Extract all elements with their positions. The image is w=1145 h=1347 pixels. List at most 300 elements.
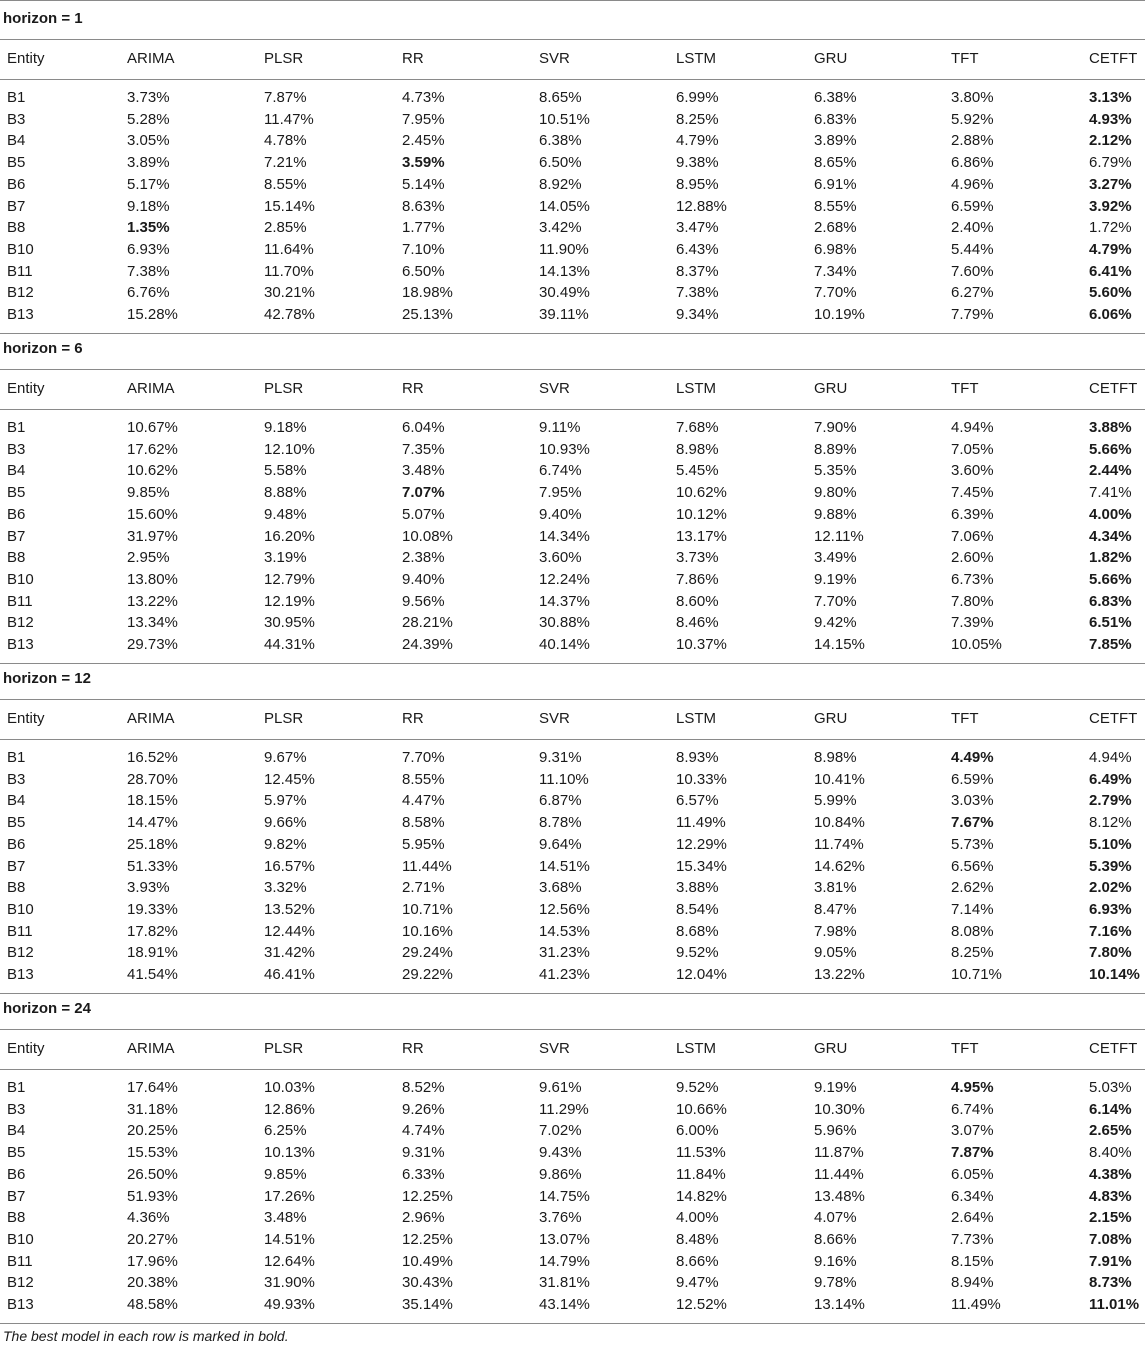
header-bottom-rule [0,409,1145,410]
entity-cell: B1 [7,1079,26,1096]
value-cell: 31.90% [264,1274,315,1292]
value-cell: 3.27% [1089,175,1132,193]
value-cell: 7.39% [951,614,994,632]
value-cell: 6.38% [814,89,857,106]
value-cell: 12.04% [676,966,727,983]
value-cell: 3.49% [814,549,857,567]
value-cell: 5.14% [402,175,445,193]
value-cell: 8.98% [676,440,719,458]
table-row [0,1120,1145,1141]
value-cell: 31.81% [539,1274,590,1292]
value-cell: 15.60% [127,505,178,523]
entity-cell: B1 [7,419,26,436]
value-cell: 4.83% [1089,1187,1132,1205]
value-cell: 11.47% [264,110,314,128]
entity-cell: B12 [7,944,34,962]
value-cell: 5.35% [814,462,857,480]
value-cell: 9.85% [127,484,170,502]
column-header: RR [402,1040,424,1057]
value-cell: 46.41% [264,966,315,983]
value-cell: 11.64% [264,240,314,258]
horizon-label: horizon = 6 [3,340,83,357]
value-cell: 8.08% [951,922,994,940]
value-cell: 10.05% [951,636,1002,653]
value-cell: 9.47% [676,1274,719,1292]
value-cell: 28.70% [127,770,178,788]
table-row [0,239,1145,260]
table-row [0,612,1145,633]
column-header: Entity [7,380,45,397]
value-cell: 17.82% [127,922,178,940]
value-cell: 11.70% [264,262,314,280]
value-cell: 5.10% [1089,835,1132,853]
table-row [0,217,1145,238]
value-cell: 3.89% [814,132,857,150]
value-cell: 3.60% [539,549,582,567]
value-cell: 5.39% [1089,857,1132,875]
column-header: Entity [7,710,45,727]
value-cell: 9.18% [264,419,307,436]
value-cell: 3.03% [951,792,994,810]
value-cell: 9.78% [814,1274,857,1292]
value-cell: 10.71% [951,966,1002,983]
table-row [0,747,1145,768]
value-cell: 2.60% [951,549,994,567]
section-top-rule [0,0,1145,1]
table-row [0,569,1145,590]
value-cell: 11.87% [814,1144,864,1162]
value-cell: 20.38% [127,1274,178,1292]
value-cell: 6.98% [814,240,857,258]
value-cell: 7.90% [814,419,857,436]
column-header: RR [402,50,424,67]
value-cell: 8.65% [814,154,857,172]
value-cell: 9.52% [676,1079,719,1096]
value-cell: 3.88% [1089,419,1132,436]
value-cell: 8.88% [264,484,307,502]
value-cell: 31.18% [127,1100,178,1118]
value-cell: 10.03% [264,1079,315,1096]
value-cell: 6.86% [951,154,994,172]
value-cell: 12.79% [264,570,315,588]
column-header: Entity [7,50,45,67]
value-cell: 35.14% [402,1296,453,1313]
column-header: PLSR [264,380,304,397]
value-cell: 6.73% [951,570,994,588]
column-header: LSTM [676,380,717,397]
value-cell: 8.15% [951,1252,994,1270]
value-cell: 7.95% [539,484,582,502]
value-cell: 24.39% [402,636,453,653]
value-cell: 12.56% [539,900,590,918]
entity-cell: B7 [7,857,26,875]
value-cell: 12.86% [264,1100,315,1118]
column-header: GRU [814,380,848,397]
value-cell: 12.44% [264,922,315,940]
value-cell: 3.48% [264,1209,307,1227]
value-cell: 48.58% [127,1296,178,1313]
value-cell: 10.12% [676,505,727,523]
value-cell: 28.21% [402,614,453,632]
value-cell: 10.62% [127,462,178,480]
value-cell: 2.68% [814,219,857,237]
value-cell: 6.14% [1089,1100,1132,1118]
value-cell: 10.66% [676,1100,727,1118]
value-cell: 13.07% [539,1230,590,1248]
value-cell: 15.53% [127,1144,178,1162]
entity-cell: B5 [7,1144,26,1162]
value-cell: 9.48% [264,505,307,523]
value-cell: 3.93% [127,879,170,897]
column-header: PLSR [264,50,304,67]
value-cell: 6.34% [951,1187,994,1205]
value-cell: 9.11% [539,419,581,436]
value-cell: 4.93% [1089,110,1132,128]
value-cell: 8.12% [1089,814,1132,832]
value-cell: 6.83% [814,110,857,128]
value-cell: 2.71% [402,879,445,897]
entity-cell: B8 [7,879,26,897]
value-cell: 17.64% [127,1079,178,1096]
value-cell: 6.33% [402,1165,445,1183]
entity-cell: B13 [7,306,34,323]
entity-cell: B7 [7,1187,26,1205]
horizon-label: horizon = 1 [3,10,83,27]
entity-cell: B6 [7,835,26,853]
value-cell: 14.13% [539,262,590,280]
value-cell: 7.86% [676,570,719,588]
value-cell: 17.26% [264,1187,315,1205]
table-row [0,834,1145,855]
value-cell: 10.13% [264,1144,315,1162]
entity-cell: B10 [7,240,34,258]
value-cell: 8.95% [676,175,719,193]
entity-cell: B4 [7,1122,26,1140]
value-cell: 12.29% [676,835,727,853]
value-cell: 6.79% [1089,154,1132,172]
value-cell: 8.98% [814,749,857,766]
value-cell: 30.49% [539,284,590,302]
column-header: ARIMA [127,50,175,67]
value-cell: 6.83% [1089,592,1132,610]
value-cell: 12.10% [264,440,315,458]
value-cell: 7.87% [951,1144,994,1162]
value-cell: 31.23% [539,944,590,962]
value-cell: 30.88% [539,614,590,632]
value-cell: 6.51% [1089,614,1132,632]
value-cell: 13.17% [676,527,727,545]
value-cell: 5.58% [264,462,307,480]
value-cell: 12.25% [402,1230,453,1248]
value-cell: 5.66% [1089,440,1132,458]
table-row [0,1207,1145,1228]
value-cell: 8.54% [676,900,719,918]
table-row [0,1251,1145,1272]
value-cell: 5.45% [676,462,719,480]
value-cell: 30.43% [402,1274,453,1292]
table-row [0,417,1145,438]
table-row [0,1229,1145,1250]
value-cell: 10.93% [539,440,590,458]
table-row [0,899,1145,920]
value-cell: 5.60% [1089,284,1132,302]
column-header: TFT [951,50,979,67]
section-bottom-rule [0,333,1145,334]
value-cell: 2.64% [951,1209,994,1227]
value-cell: 8.40% [1089,1144,1132,1162]
table-row [0,152,1145,173]
value-cell: 8.52% [402,1079,445,1096]
value-cell: 7.73% [951,1230,994,1248]
table-row [0,856,1145,877]
value-cell: 8.93% [676,749,719,766]
value-cell: 13.22% [814,966,865,983]
table-row [0,921,1145,942]
value-cell: 3.80% [951,89,994,106]
value-cell: 10.67% [127,419,178,436]
value-cell: 12.25% [402,1187,453,1205]
value-cell: 3.47% [676,219,719,237]
value-cell: 13.80% [127,570,178,588]
value-cell: 39.11% [539,306,589,323]
value-cell: 12.88% [676,197,727,215]
table-footnote: The best model in each row is marked in bold. [3,1328,289,1344]
value-cell: 4.79% [1089,240,1132,258]
value-cell: 6.49% [1089,770,1132,788]
value-cell: 13.34% [127,614,178,632]
value-cell: 2.85% [264,219,307,237]
value-cell: 6.91% [814,175,857,193]
value-cell: 3.19% [264,549,307,567]
value-cell: 4.00% [1089,505,1132,523]
value-cell: 11.49% [676,814,726,832]
value-cell: 2.40% [951,219,994,237]
value-cell: 7.95% [402,110,445,128]
header-bottom-rule [0,1069,1145,1070]
value-cell: 15.34% [676,857,727,875]
column-header: LSTM [676,50,717,67]
value-cell: 9.18% [127,197,170,215]
value-cell: 6.87% [539,792,582,810]
entity-cell: B1 [7,749,26,766]
value-cell: 30.21% [264,284,315,302]
value-cell: 6.50% [539,154,582,172]
value-cell: 14.05% [539,197,590,215]
entity-cell: B7 [7,197,26,215]
value-cell: 9.43% [539,1144,582,1162]
value-cell: 6.93% [1089,900,1132,918]
value-cell: 7.05% [951,440,994,458]
column-header: Entity [7,1040,45,1057]
value-cell: 18.98% [402,284,453,302]
value-cell: 10.14% [1089,966,1140,983]
value-cell: 12.64% [264,1252,315,1270]
value-cell: 2.44% [1089,462,1132,480]
value-cell: 4.07% [814,1209,857,1227]
table-row [0,304,1145,325]
entity-cell: B1 [7,89,26,106]
value-cell: 14.53% [539,922,590,940]
value-cell: 11.10% [539,770,589,788]
value-cell: 10.30% [814,1100,865,1118]
value-cell: 4.36% [127,1209,170,1227]
value-cell: 6.05% [951,1165,994,1183]
value-cell: 5.28% [127,110,170,128]
value-cell: 44.31% [264,636,315,653]
column-header: TFT [951,710,979,727]
value-cell: 5.44% [951,240,994,258]
value-cell: 14.51% [539,857,590,875]
value-cell: 7.60% [951,262,994,280]
entity-cell: B5 [7,484,26,502]
entity-cell: B6 [7,175,26,193]
entity-cell: B8 [7,1209,26,1227]
value-cell: 12.45% [264,770,315,788]
value-cell: 11.44% [814,1165,864,1183]
value-cell: 6.27% [951,284,994,302]
value-cell: 3.42% [539,219,582,237]
value-cell: 7.08% [1089,1230,1132,1248]
column-header: GRU [814,1040,848,1057]
value-cell: 3.88% [676,879,719,897]
value-cell: 14.75% [539,1187,590,1205]
entity-cell: B3 [7,110,26,128]
value-cell: 6.50% [402,262,445,280]
entity-cell: B3 [7,1100,26,1118]
value-cell: 9.38% [676,154,719,172]
value-cell: 10.62% [676,484,727,502]
value-cell: 25.18% [127,835,178,853]
value-cell: 13.22% [127,592,178,610]
table-row [0,1272,1145,1293]
value-cell: 7.80% [951,592,994,610]
header-top-rule [0,369,1145,370]
column-header: GRU [814,50,848,67]
entity-cell: B13 [7,966,34,983]
value-cell: 11.01% [1089,1296,1140,1313]
value-cell: 2.96% [402,1209,445,1227]
table-row [0,130,1145,151]
table-row [0,526,1145,547]
value-cell: 8.25% [951,944,994,962]
value-cell: 8.37% [676,262,719,280]
value-cell: 2.65% [1089,1122,1132,1140]
table-row [0,812,1145,833]
entity-cell: B5 [7,814,26,832]
value-cell: 3.81% [814,879,857,897]
entity-cell: B11 [7,262,33,280]
value-cell: 26.50% [127,1165,178,1183]
entity-cell: B3 [7,770,26,788]
value-cell: 3.59% [402,154,445,172]
entity-cell: B12 [7,284,34,302]
value-cell: 6.99% [676,89,719,106]
value-cell: 9.40% [402,570,445,588]
value-cell: 42.78% [264,306,315,323]
header-bottom-rule [0,79,1145,80]
value-cell: 8.89% [814,440,857,458]
value-cell: 9.66% [264,814,307,832]
header-top-rule [0,699,1145,700]
value-cell: 7.98% [814,922,857,940]
value-cell: 8.92% [539,175,582,193]
value-cell: 14.82% [676,1187,727,1205]
value-cell: 3.05% [127,132,170,150]
value-cell: 6.56% [951,857,994,875]
value-cell: 6.43% [676,240,719,258]
entity-cell: B11 [7,592,33,610]
entity-cell: B3 [7,440,26,458]
value-cell: 7.38% [127,262,170,280]
table-row [0,634,1145,655]
value-cell: 9.64% [539,835,582,853]
value-cell: 6.41% [1089,262,1132,280]
table-row [0,504,1145,525]
value-cell: 4.49% [951,749,994,766]
table-row [0,790,1145,811]
value-cell: 7.06% [951,527,994,545]
column-header: LSTM [676,710,717,727]
table-row [0,482,1145,503]
value-cell: 3.76% [539,1209,582,1227]
value-cell: 1.35% [127,219,170,237]
value-cell: 4.74% [402,1122,445,1140]
horizon-label: horizon = 24 [3,1000,91,1017]
value-cell: 7.02% [539,1122,582,1140]
value-cell: 6.38% [539,132,582,150]
table-row [0,769,1145,790]
entity-cell: B11 [7,922,33,940]
table-row [0,1294,1145,1315]
section-bottom-rule [0,1323,1145,1324]
value-cell: 15.28% [127,306,178,323]
value-cell: 6.93% [127,240,170,258]
value-cell: 18.15% [127,792,178,810]
value-cell: 7.16% [1089,922,1132,940]
entity-cell: B6 [7,505,26,523]
entity-cell: B10 [7,900,34,918]
value-cell: 6.06% [1089,306,1132,323]
table-row [0,174,1145,195]
entity-cell: B10 [7,1230,34,1248]
column-header: GRU [814,710,848,727]
header-row [0,1038,1145,1059]
value-cell: 6.59% [951,197,994,215]
value-cell: 29.24% [402,944,453,962]
value-cell: 5.92% [951,110,994,128]
value-cell: 3.73% [127,89,170,106]
value-cell: 7.34% [814,262,857,280]
value-cell: 3.07% [951,1122,994,1140]
value-cell: 9.80% [814,484,857,502]
value-cell: 19.33% [127,900,178,918]
value-cell: 8.46% [676,614,719,632]
column-header: TFT [951,380,979,397]
value-cell: 7.87% [264,89,307,106]
value-cell: 29.73% [127,636,178,653]
column-header: SVR [539,380,570,397]
value-cell: 2.38% [402,549,445,567]
value-cell: 7.07% [402,484,445,502]
value-cell: 8.63% [402,197,445,215]
value-cell: 3.73% [676,549,719,567]
value-cell: 9.26% [402,1100,445,1118]
table-row [0,261,1145,282]
table-row [0,1077,1145,1098]
value-cell: 4.96% [951,175,994,193]
value-cell: 2.88% [951,132,994,150]
value-cell: 8.60% [676,592,719,610]
